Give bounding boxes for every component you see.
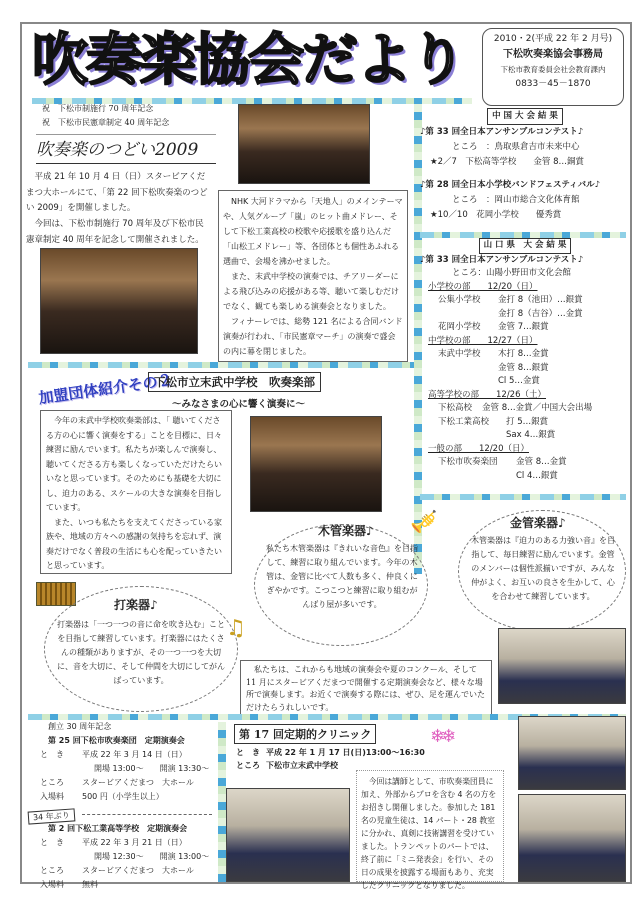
clinic-saxophone-photo [226, 788, 350, 882]
award: Cl 4…銀賞 [516, 470, 558, 481]
club-intro-para: また、いつも私たちを支えてくださっている家族や、地域の方々への感謝の気持ちを忘れず、演奏だけでなく普段の生活にも心を配っていきたいと思っています。 [46, 517, 222, 570]
woodwind-text: 私たち木管楽器は『きれいな音色』を目指して、練習に取り組んでいます。今年の木管は、金管に比べて人数も多く、仲良くにぎやかです。こつこつと練習に取り組むがんばり屋が多いです。 [266, 544, 418, 609]
brass-title: 金管楽器♪ [510, 516, 566, 530]
article-para: また、末武中学校の演奏では、チアリーダーによる飛び込みの応援がある等、聴いて楽しむだけでなく、観ても楽しめる演奏会となりました。 [223, 272, 399, 311]
anniversary-badge: 34 年ぶり [28, 808, 76, 824]
award: 打 5…銀賞 [506, 416, 549, 427]
club-intro-para: 今年の末武中学校吹奏楽部は、「 聴いてくださる方の心に響く演奏をする」ことを目標に、日々練習に励んでいます。私たちが楽しんで演奏し、聴いてくださる方も楽しくなっていただけたらいいなと思っています。そのためにも基礎を大切にし、迫力のある、スケールの大きな演奏を目指しています。 [46, 416, 222, 512]
award: Cl 5…金賞 [498, 376, 540, 386]
clinic-title: 第 17 回定期的クリニック [234, 724, 376, 744]
celebration-lines [42, 102, 232, 130]
school-name: 公集小学校 [438, 295, 481, 305]
office-phone: 0833－45－1870 [515, 79, 591, 89]
contest-title: ♪第 33 回全日本アンサンブルコンテスト♪ [420, 254, 584, 265]
trumpet-icon: 🎺 [410, 510, 438, 535]
award: 金管 8…銀賞 [498, 362, 549, 373]
club-performance-photo [250, 416, 382, 512]
concert-times: 開場 13:00～ 開演 13:30～ [94, 764, 210, 773]
contest-title: ♪第 28 回全日本小学校バンドフェスティバル♪ [420, 180, 601, 190]
contest-place: ところ ：岡山市総合文化体育館 [452, 195, 580, 205]
concert-date: 平成 22 年 3 月 14 日（日） [82, 750, 187, 759]
contest-result: ★2／7 下松高等学校 金管 8…銅賞 [430, 157, 585, 167]
field-label: と き [40, 750, 64, 759]
decorative-divider [28, 362, 414, 368]
article-para: NHK 大河ドラマから「天地人」のメインテーマや、人気グループ「嵐」のヒット曲メドレー、そして下松工業高校の校歌や応援歌を盛り込んだ「山松工メドレー」等、各団体とも個性あふれる選曲で、会場を沸かせました。 [223, 197, 403, 266]
club-intro-box [40, 410, 232, 574]
concert-fee: 無料 [82, 880, 98, 889]
chugoku-heading: 中 国 大 会 結 果 [487, 108, 563, 125]
percussion-title: 打楽器♪ [114, 598, 158, 612]
field-label: ところ [40, 778, 64, 787]
section-label: 小学校の部 12/20（日） [428, 281, 538, 292]
clinic-venue: 下松市立末武中学校 [266, 761, 338, 770]
concert-announcement-2 [28, 822, 216, 892]
issue-date: 2010・2(平成 22 年 2 月号) [493, 34, 613, 44]
concert-photo [40, 248, 198, 354]
award: 金打 8（池田）…銀賞 [498, 295, 583, 305]
marimba-icon [36, 582, 76, 606]
cheerleader-photo [238, 104, 370, 184]
celebration-line-2: 祝 下松市民憲章制定 40 周年記念 [42, 118, 170, 127]
yamaguchi-heading: 山 口 県 大 会 結 果 [479, 238, 572, 254]
brass-text: 木管楽器は『迫力のある力強い音』を目指して、毎日練習に励んでいます。金管のメンバーは個性派揃いですが、みんな仲がよく、お互いの良さを生かして、心を合わせて練習しています。 [471, 536, 615, 601]
clinic-percussion-photo [518, 716, 626, 790]
band-rehearsal-photo [498, 628, 626, 704]
event-logo: 吹奏楽のつどい2009 [36, 134, 216, 164]
clinic-brass-photo [518, 794, 626, 882]
field-label: ところ [236, 761, 260, 770]
office-name: 下松吹奏楽協会事務局 [503, 49, 603, 60]
school-name: 花岡小学校 [438, 322, 481, 332]
vertical-divider [218, 722, 226, 882]
club-subtitle: ～みなさまの心に響く演奏に～ [172, 399, 306, 410]
award: Sax 4…銀賞 [506, 430, 556, 440]
member-intro-label: 加盟団体紹介その２ [37, 370, 174, 408]
field-label: ところ [40, 866, 64, 875]
concert-date: 平成 22 年 3 月 21 日（日） [82, 838, 187, 847]
snowflake-icon: ❄❄ [430, 726, 453, 747]
contest-title: ♪第 33 回全日本アンサンブルコンテスト♪ [420, 127, 584, 137]
award: 金打 8（吉谷）…金賞 [498, 308, 583, 319]
office-address: 下松市教育委員会社会教育課内 [500, 65, 606, 74]
concert-title: 第 25 回下松市吹奏楽団 定期演奏会 [48, 736, 185, 745]
section-label: 高等学校の部 12/26（土） [428, 389, 546, 400]
award: 金管 8…金賞 [516, 457, 567, 467]
field-label: と き [40, 838, 64, 847]
decorative-divider [420, 494, 626, 500]
school-name: 下松高校 [438, 403, 473, 413]
award: 金管 7…銀賞 [498, 322, 549, 332]
club-title: 下松市立末武中学校 吹奏楽部 [148, 372, 321, 392]
award: 木打 8…金賞 [498, 349, 549, 359]
section-label: 一般の部 12/20（日） [428, 443, 529, 454]
section-label: 中学校の部 12/27（日） [428, 335, 538, 346]
concert-fee: 500 円（小学生以上） [82, 792, 164, 801]
yamaguchi-results [420, 238, 630, 483]
celebration-para-1: 平成 21 年 10 月 4 日（日）スタービアくだまつ大ホールにて、「第 22 回下松吹奏楽のつどい 2009」を開催しました。 [26, 172, 208, 213]
clinic-details [236, 746, 425, 772]
clinic-date: 平成 22 年 1 月 17 日(日)13:00～16:30 [266, 748, 425, 757]
celebration-para-2: 今回は、下松市制施行 70 周年及び下松市民憲章制定 40 周年を記念して開催されました。 [26, 219, 204, 245]
concert-article-box [218, 190, 408, 362]
masthead-title: 吹奏楽協会だより [32, 28, 464, 93]
contest-place: ところ ：鳥取県倉吉市未来中心 [452, 142, 580, 152]
field-label: 入場料 [40, 792, 64, 801]
contest-place: ところ：山陽小野田市文化会館 [452, 268, 572, 278]
percussion-text: 打楽器は「一つ一つの音に命を吹き込む」ことを目指して練習しています。打楽器にはたくさんの種類がありますが、その一つ一つを大切に、音を大切に、そして仲間を大切にしてがんばっています。 [57, 620, 225, 685]
concert-venue: スタービアくだまつ 大ホール [82, 778, 194, 787]
contest-result: ★10／10 花岡小学校 優秀賞 [430, 210, 562, 220]
newsletter-page [20, 22, 632, 890]
school-name: 下松工業高校 [438, 416, 490, 427]
woodwind-title: 木管楽器♪ [318, 524, 374, 538]
award: 金管 8…金賞／中国大会出場 [482, 403, 593, 413]
concert-times: 開場 12:30～ 開演 13:00～ [94, 852, 210, 861]
concert-badge: 創立 30 周年記念 [48, 722, 112, 731]
dotted-divider [82, 814, 212, 815]
article-para: フィナーレでは、総勢 121 名による合同バンド演奏が行われ、「市民憲章マーチ」の演奏で盛会の内に幕を閉じました。 [223, 317, 403, 356]
field-label: 入場料 [40, 880, 64, 889]
issue-info-box [482, 28, 624, 106]
concert-announcement-1 [28, 720, 216, 804]
school-name: 末武中学校 [438, 349, 481, 359]
chugoku-results [420, 108, 630, 223]
concert-venue: スタービアくだまつ 大ホール [82, 866, 194, 875]
club-closing-box: 私たちは、これからも地域の演奏会や夏のコンクール、そして 11 月にスタービアくだまつで開催する定期演奏会など、様々な場所で演奏します。お近くで演奏する際には、ぜひ、足を運んでいただけたらうれしいです。 [240, 660, 492, 716]
clinic-report: 今回は講師として、市吹奏楽団員に加え、外部からプロを含む 4 名の方をお招きし開催しました。参加した 181 名の児童生徒は、14 パート・28 教室に分かれ、真剣に技術講習を受けていました。トランペットのパートでは、終了前に「ミニ発表会」を行い、その日の成果を披露する場面もあり、充実したクリニックとなりました。 [356, 770, 504, 882]
concert-title: 第 2 回下松工業高等学校 定期演奏会 [48, 824, 188, 833]
saxophone-icon: ♫ [226, 616, 246, 641]
celebration-line-1: 祝 下松市制施行 70 周年記念 [42, 104, 154, 113]
field-label: と き [236, 748, 260, 757]
school-name: 下松市吹奏楽団 [438, 457, 498, 467]
